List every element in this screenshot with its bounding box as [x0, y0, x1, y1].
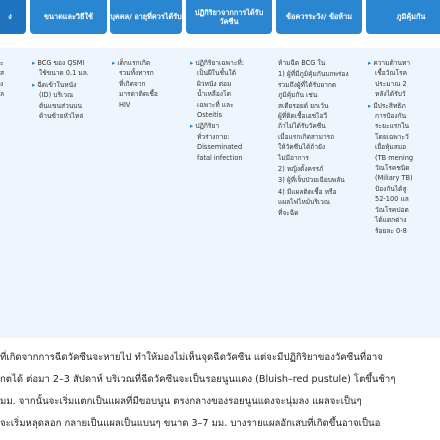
bullet-icon: ▸ [32, 59, 36, 67]
header-label: ข้อควรระวัง/ ข้อห้าม [285, 12, 353, 22]
cell-line: ได้แตกต่าง [375, 216, 407, 225]
cell-line: รวมถึงผู้ที่ได้รับยากด [278, 80, 337, 89]
cell-line: วัณโรคชนิด [375, 164, 410, 173]
cell-line: ประมาณ 2 [375, 79, 407, 88]
cell-line: 1) ผู้ที่มีภูมิคุ้มกันบกพร่อง [278, 70, 349, 79]
cell-line: เป็นฝีในชั้นใต้ [197, 69, 237, 78]
cell-line: เมื่อแรกเกิดสามารถ [278, 132, 335, 141]
cell-line: โดยเฉพาะวั [375, 132, 409, 141]
cell-line: fatal infection [197, 153, 243, 162]
cell-line: มารดาติดเชื้อ [119, 90, 158, 99]
header-eligible-age [110, 0, 182, 34]
header-label: ขนาดและวิธีใช้ [44, 12, 93, 22]
cell-line: ภูมิคุ้มกัน เช่น [278, 91, 318, 100]
cell-line: ห้ามฉีด BCG ใน [278, 59, 326, 67]
list-item [190, 121, 270, 163]
cell-line: 52-100 แล [375, 195, 409, 204]
header-label: ง [8, 12, 12, 22]
cell-line: วัณโรคปอด [375, 205, 409, 214]
list-item [32, 80, 104, 122]
cell-line: ผิวหนัง ต่อม [197, 79, 232, 88]
cell-line: ปฏิกิริยาเฉพาะที่: [195, 59, 244, 67]
cell-line: รวมทั้งทารก [119, 69, 154, 78]
table-column-precautions [278, 58, 360, 219]
list-item [278, 175, 360, 185]
list-item [32, 58, 104, 79]
cell-line: ส [0, 69, 5, 78]
table-column-immunity [368, 58, 440, 237]
paragraph-line: กตได้ ต่อมา 2–3 สัปดาห์ บริเวณที่ฉีดวัคซีนจะเป็นรอยนูนแดง (Bluish–red pustule) โตขึ้นช้าๆ [0, 374, 396, 385]
paragraph-line: ที่เกิดจากการฉีดวัคซีนจะหายไป ทำให้มองไม่เห็นจุดฉีดวัคซีน แต่จะมีปฏิกิริยาของวัคซีนที่อาจ [0, 352, 383, 363]
bullet-icon: ▸ [190, 122, 194, 131]
list-item [368, 58, 440, 100]
bullet-icon: ▸ [368, 59, 372, 67]
table-column-eligible-age [112, 58, 180, 111]
cell-line: Disseminated [197, 143, 243, 152]
cell-line: มีประสิทธิภ [373, 101, 406, 110]
cell-line: เด็กแรกเกิด [117, 59, 151, 67]
bullet-icon: ▸ [190, 59, 194, 67]
cell-line: ด้านซ้ายหัวไหล่ [39, 112, 84, 121]
cell-line: ที่เกิดจาก [119, 79, 146, 88]
cell-line: สเตียรอยด์ ยกเว้น [278, 101, 329, 110]
cell-line: น้ำเหลืองโต [197, 90, 231, 99]
cell-line: เชื้อวัณโรค [375, 69, 408, 78]
table-column-reactions [190, 58, 270, 164]
cell-line: ผู้ที่ติดเชื้อเอชไอวี [278, 112, 328, 121]
table-column-partial [0, 58, 26, 100]
header-label: ภูมิคุ้มกัน [396, 12, 426, 22]
cell-line: ความต้านทา [373, 59, 411, 67]
table-column-dose-method [32, 58, 104, 122]
cell-line: (Miliary TB) [375, 174, 413, 183]
bullet-icon: ▸ [32, 80, 36, 89]
header-reactions [186, 0, 272, 34]
cell-line: ไม่มีอาการ [278, 153, 309, 162]
cell-line: BCG ของ QSMI [37, 59, 85, 67]
header-dose-method [30, 0, 107, 34]
cell-line: ทั่วร่างกาย: [197, 132, 230, 141]
header-immunity [366, 0, 440, 34]
list-item [278, 58, 360, 68]
list-item [190, 58, 270, 120]
cell-line: ต้นแขนส่วนบน [39, 101, 82, 110]
cell-line: ง [0, 79, 4, 88]
cell-line: ร้อยละ 0-8 [375, 226, 407, 235]
cell-line: HIV [119, 100, 131, 109]
cell-line: ล [0, 90, 5, 99]
bullet-icon: ▸ [112, 59, 116, 67]
cell-line: การป้องกัน [375, 112, 407, 121]
header-precautions [276, 0, 362, 34]
list-item [368, 101, 440, 236]
cell-line: (TB mening [375, 153, 414, 162]
cell-line: เฉพาะที่ และ [197, 100, 234, 109]
cell-line: หลังได้รับวั [375, 90, 406, 99]
cell-line: ปฏิกิริยา [195, 122, 220, 131]
cell-line: ะ [0, 59, 4, 67]
cell-line: 4) มีแผลติดเชื้อ หรือ [278, 187, 337, 196]
cell-line: ฉีดเข้าในหนัง [37, 80, 77, 89]
list-item [278, 164, 360, 174]
list-item [278, 187, 360, 218]
header-label: ปฏิกิริยาจากการได้รับวัคซีน [194, 7, 264, 26]
cell-line: ถ้าไม่ได้รับวัคซีน [278, 122, 326, 131]
paragraph-line: มม. จากนั้นจะเริ่มแตกเป็นแผลที่มีขอบนูน ตรงกลางของรอยนูนแดงจะนุ่มลง แผลจะเป็นๆ [0, 396, 362, 407]
cell-line: (ID) บริเวณ [39, 91, 74, 100]
cell-line: ระยะแรกใน [375, 122, 409, 131]
paragraph-line: จะเริ่มหลุดลอก กลายเป็นแผลเป็นแบนๆ ขนาด 3–7 มม. บางรายแผลอักเสบที่เกิดขึ้นอาจเป็นอ [0, 418, 381, 429]
list-item [278, 69, 360, 163]
cell-line: ให้วัคซีนได้ถ้ายัง [278, 143, 326, 152]
cell-line: 2) หญิงตั้งครรภ์ [278, 165, 324, 174]
cell-line: ที่จะฉีด [278, 208, 299, 217]
list-item [112, 58, 180, 110]
header-partial-col [0, 0, 26, 34]
cell-line: ป้องกันได้สู [375, 184, 407, 193]
header-label: บุคคล/ อายุที่ควรได้รับ [110, 12, 182, 22]
cell-line: Osteitis [197, 111, 222, 120]
cell-line: แผลไฟไหม้บริเวณ [278, 198, 330, 207]
cell-line: ใช้ขนาด 0.1 มล. [39, 69, 89, 78]
cell-line: เยื่อหุ้มสมอ [375, 143, 407, 152]
cell-line: 3) ผู้ที่เจ็บป่วยเฉียบพลัน [278, 176, 345, 185]
bullet-icon: ▸ [368, 101, 372, 110]
